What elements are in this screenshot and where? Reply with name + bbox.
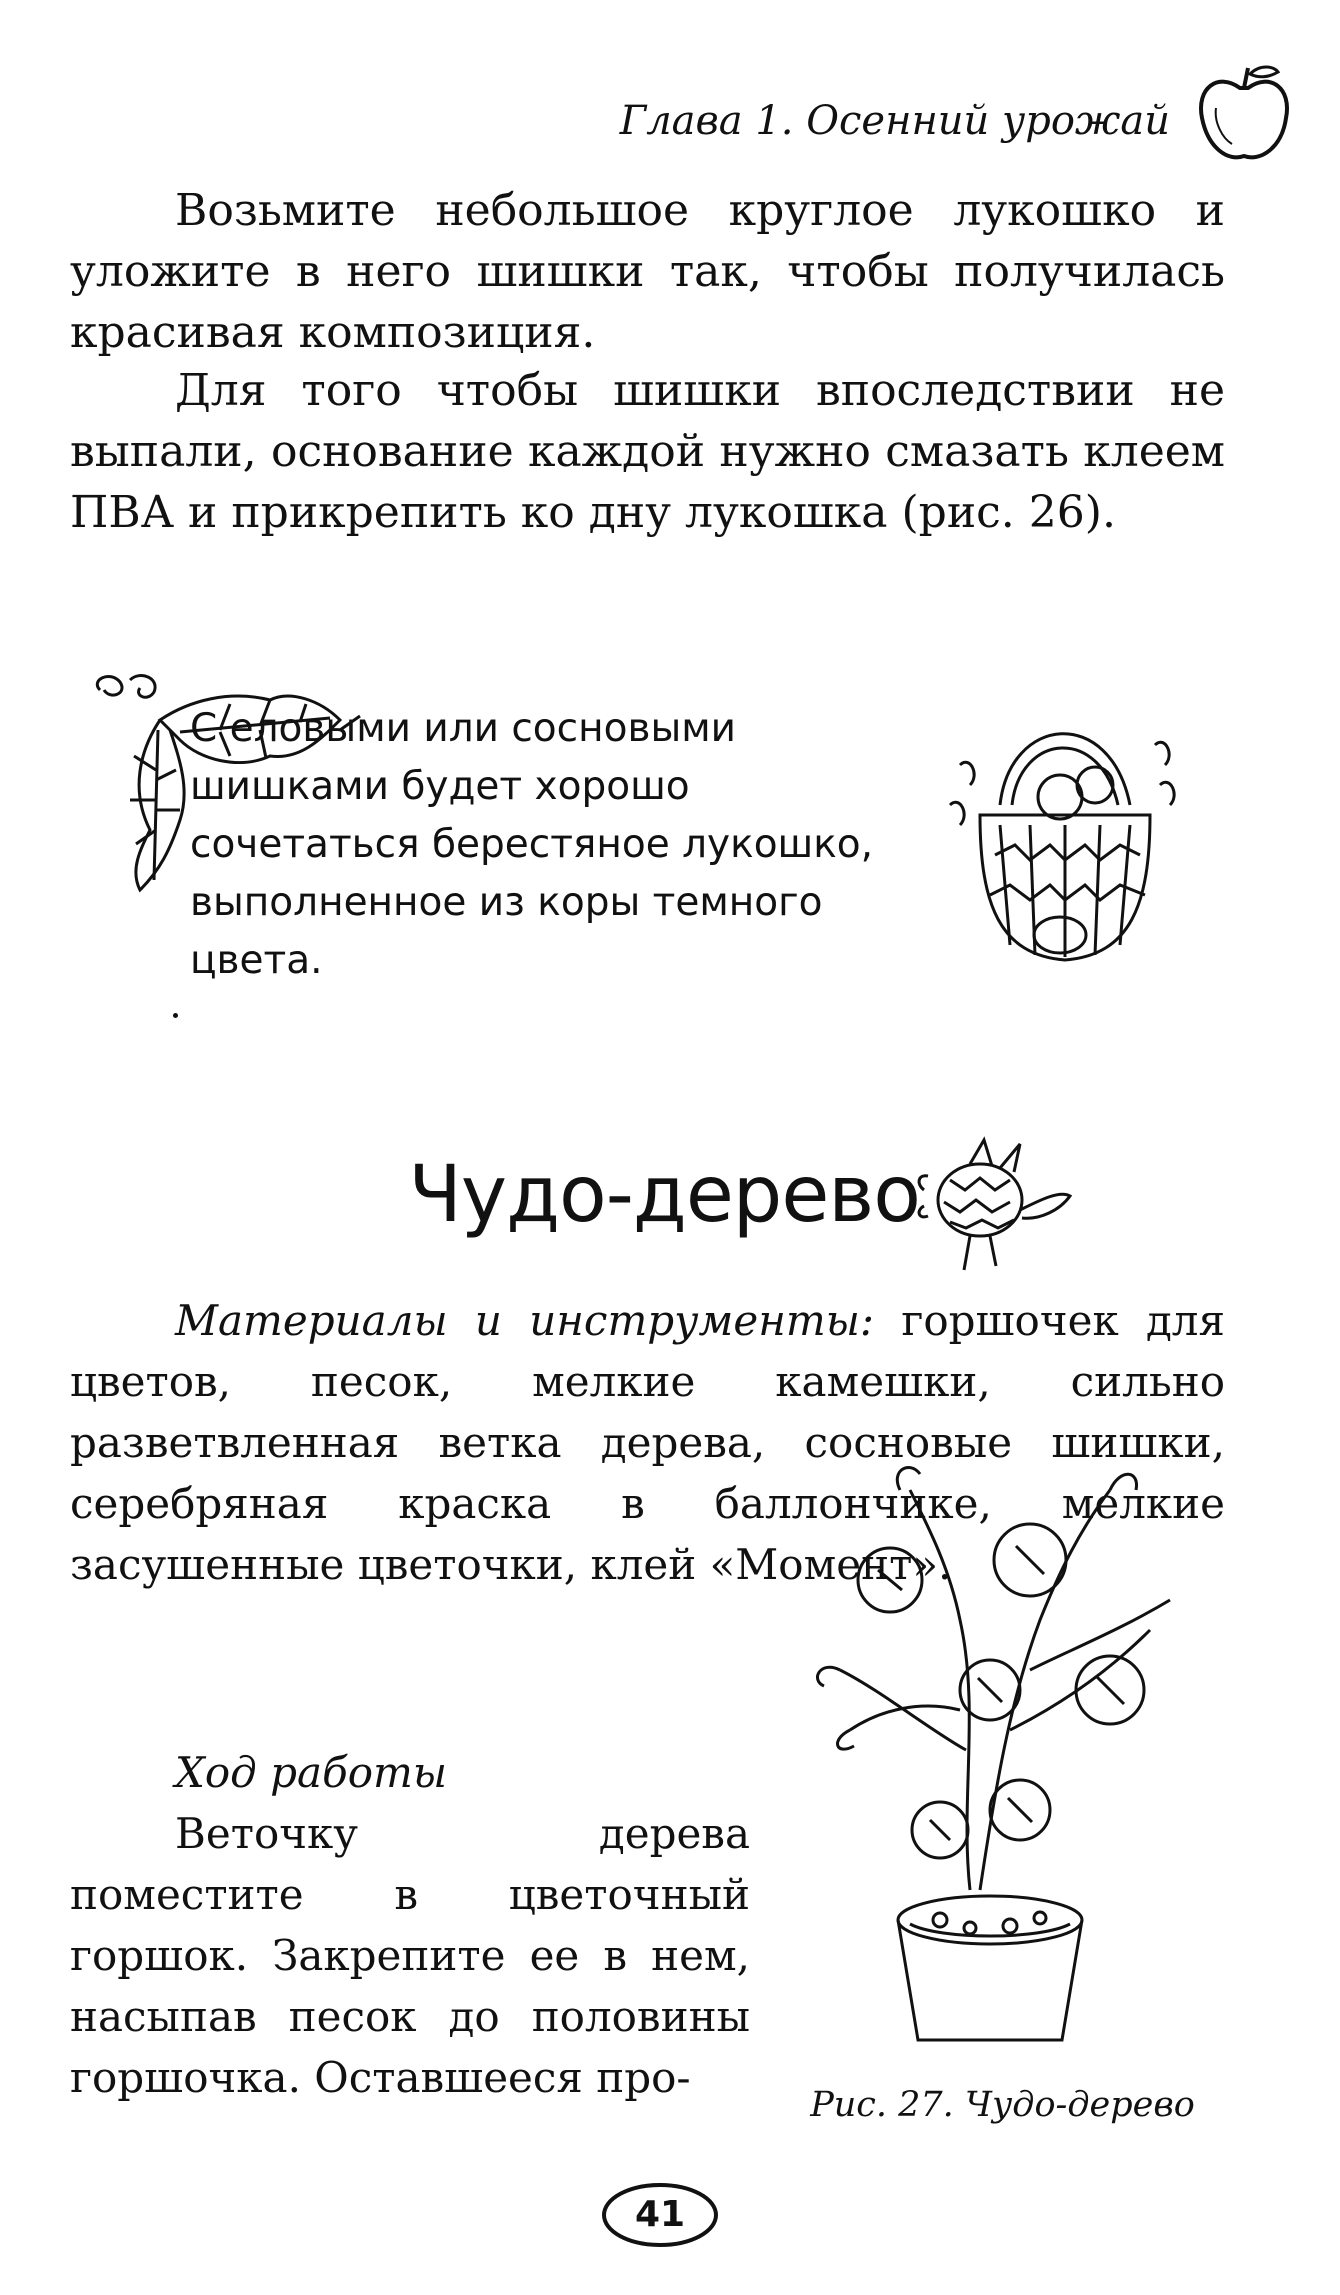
paragraph-1 [70, 180, 1225, 363]
stray-dot [173, 1013, 178, 1018]
section-title: Чудо-дерево [408, 1150, 920, 1240]
materials-label: Материалы и инструменты: [175, 1296, 875, 1345]
apple-icon [1188, 58, 1300, 170]
workflow-title: Ход работы [175, 1748, 448, 1797]
basket-illustration [940, 685, 1190, 985]
paragraph-1-text: Возьмите небольшое круглое лукошко и уложите в него шишки так, чтобы получилась красивая композиция. [70, 185, 1225, 358]
workflow-block [70, 1742, 750, 2108]
materials-text: горшочек для цветов, песок, мелкие камешки, сильно разветвленная ветка дерева, сосновые шишки, серебряная краска в баллончике, мелкие засушенные цветочки, клей «Момент». [70, 1296, 1225, 1589]
pinecone-illustration [910, 1120, 1075, 1285]
workflow-text: Веточку дерева поместите в цветочный горшок. Закрепите ее в нем, насыпав песок до половины горшочка. Оставшееся про- [70, 1809, 750, 2102]
paragraph-2 [70, 360, 1225, 543]
chapter-header: Глава 1. Осенний урожай [619, 98, 1170, 144]
tip-text: С еловыми или сосновыми шишками будет хорошо сочетаться берестяное лукошко, выполненное из коры темного цвета. [190, 706, 874, 983]
page-number: 41 [634, 2194, 686, 2235]
tree-illustration [780, 1450, 1220, 2050]
figure-caption: Рис. 27. Чудо-дерево [810, 2085, 1195, 2125]
paragraph-2-text: Для того чтобы шишки впоследствии не выпали, основание каждой нужно смазать клеем ПВА и прикрепить ко дну лукошка (рис. 26). [70, 365, 1225, 538]
